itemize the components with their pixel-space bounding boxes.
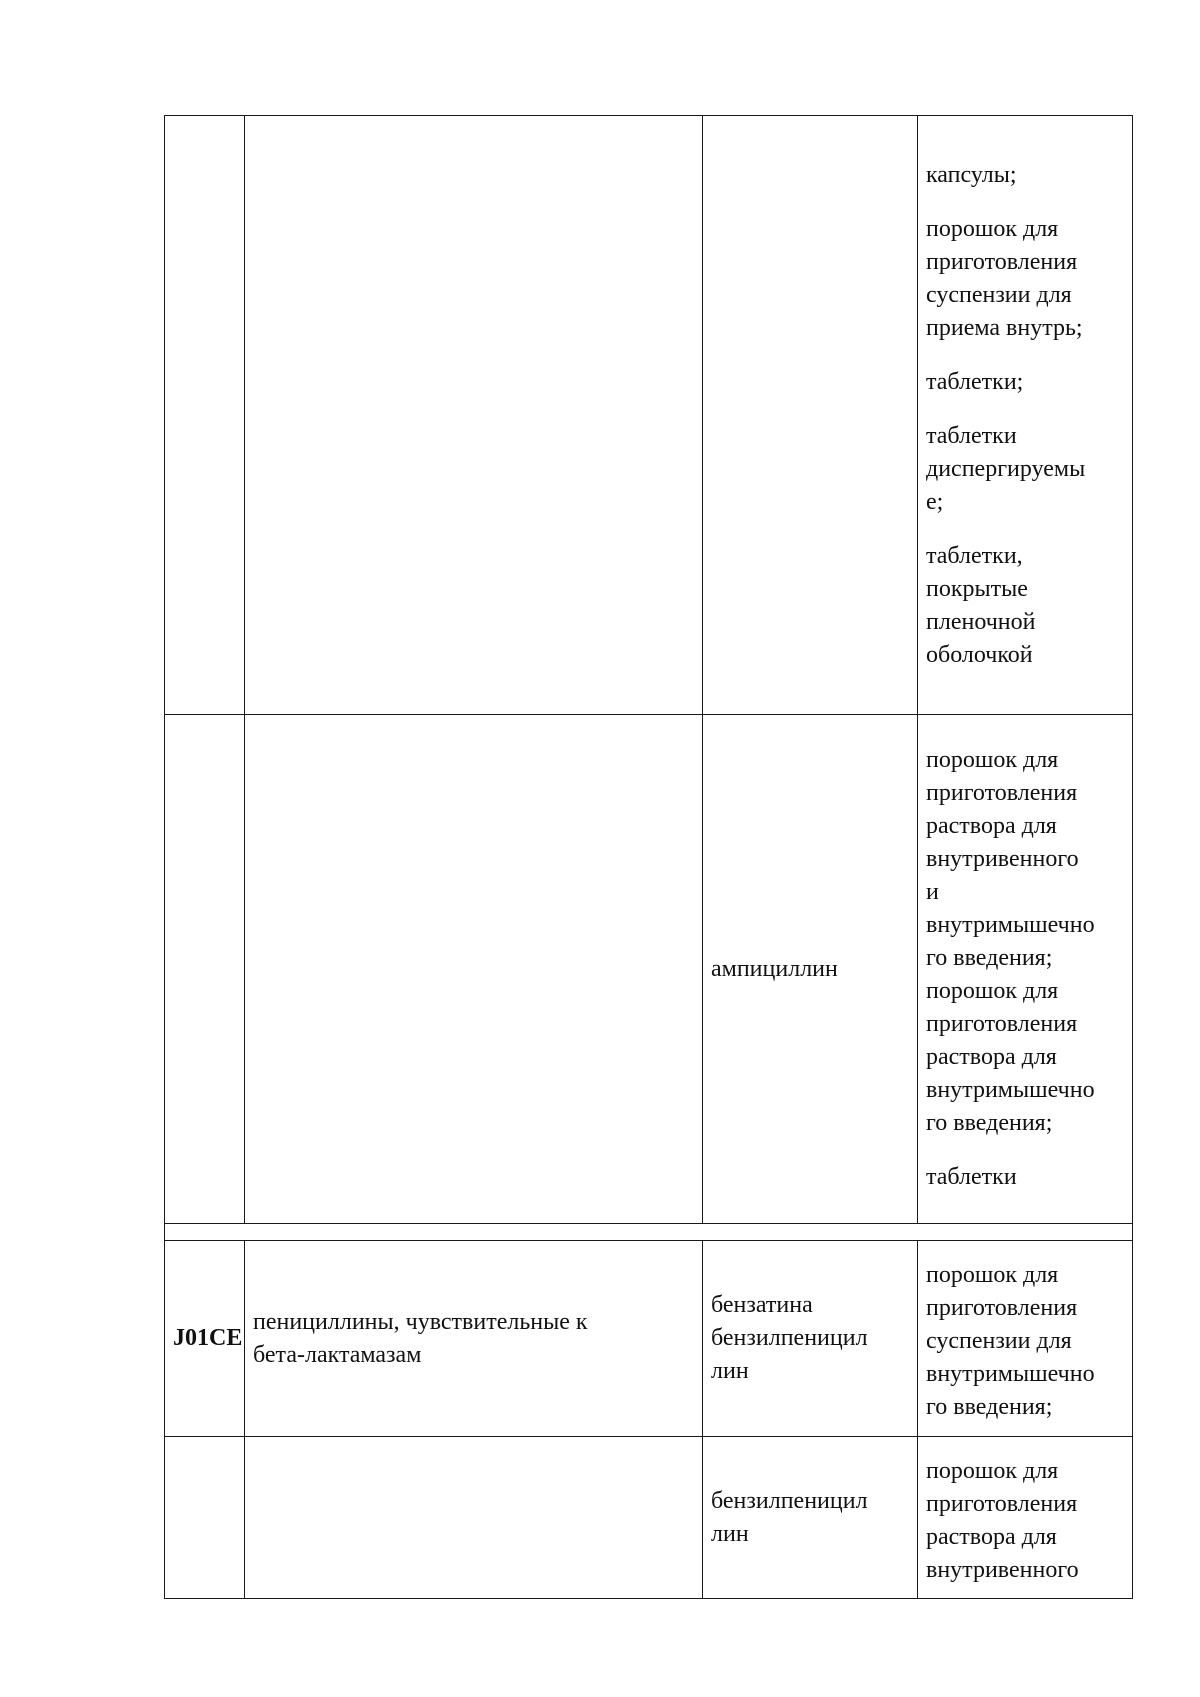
drug-name-cell: ампициллин (703, 715, 918, 1224)
dosage-form-item: порошок для приготовления раствора для внутривенного и внутримышечно го введения; порошок для приготовления раствора для внутримышечно го введения; (926, 747, 1095, 1136)
group-name-cell (245, 1437, 703, 1599)
atc-code-cell (165, 1437, 245, 1599)
dosage-forms-cell (918, 715, 1133, 1224)
dosage-form-item: порошок для приготовления суспензии для приема внутрь; (926, 215, 1083, 341)
dosage-forms-cell (918, 1437, 1133, 1599)
group-name-cell (245, 116, 703, 715)
drug-name-cell: бензилпеницил лин (703, 1437, 918, 1599)
dosage-form-item: капсулы; (926, 161, 1017, 188)
atc-code-cell: J01CE (165, 1241, 245, 1437)
dosage-form-item: порошок для приготовления суспензии для внутримышечно го введения; (926, 1262, 1095, 1420)
table-row (165, 116, 1133, 715)
dosage-form-item: таблетки, покрытые пленочной оболочкой (926, 542, 1036, 668)
dosage-form-item: порошок для приготовления раствора для внутривенного (926, 1457, 1079, 1583)
table-row (165, 715, 1133, 1224)
dosage-form-item: таблетки (926, 1164, 1017, 1190)
group-name-cell (245, 715, 703, 1224)
medication-table (164, 115, 1133, 1599)
table-row (165, 1437, 1133, 1599)
separator-cell (165, 1224, 1133, 1241)
table-row (165, 1241, 1133, 1437)
atc-code-cell (165, 116, 245, 715)
dosage-form-item: таблетки диспергируемы е; (926, 422, 1086, 515)
atc-code-cell (165, 715, 245, 1224)
dosage-form-item: таблетки; (926, 368, 1024, 395)
drug-name-cell: бензатина бензилпеницил лин (703, 1241, 918, 1437)
drug-name-cell (703, 116, 918, 715)
table-row (165, 1224, 1133, 1241)
dosage-forms-cell (918, 116, 1133, 715)
group-name-cell: пенициллины, чувствительные к бета-лактамазам (245, 1241, 703, 1437)
dosage-forms-cell (918, 1241, 1133, 1437)
